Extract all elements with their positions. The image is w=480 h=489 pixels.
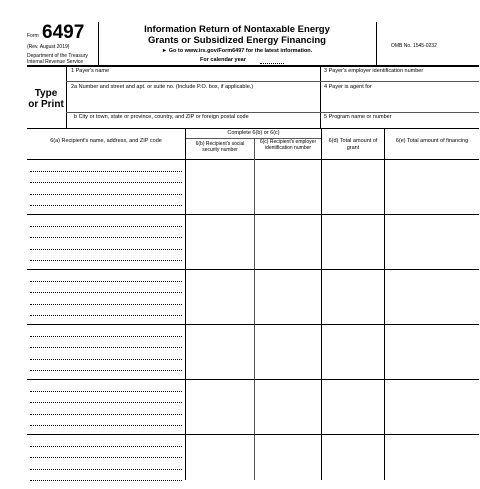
col-c-header: 6(c) Recipient's employer identification number	[259, 139, 317, 151]
payer-address-label: 2a Number and street and apt. or suite no. (Include P.O. box, if applicable.)	[71, 84, 254, 90]
table-row[interactable]	[27, 159, 479, 214]
payer-ein-label: 3 Payer's employer identification number	[324, 68, 424, 74]
payer-agent-label: 4 Payer is agent for	[324, 84, 372, 90]
goto-instructions: ► Go to www.irs.gov/Form6497 for the latest information.	[161, 48, 313, 54]
col-d-header: 6(d) Total amount of grant	[328, 138, 378, 151]
form-title-line1: Information Return of Nontaxable Energy	[144, 24, 330, 35]
irs-label: Internal Revenue Service	[27, 59, 84, 65]
payer-city-label: b City or town, state or province, country, and ZIP or foreign postal code	[74, 114, 249, 120]
col-a-header: 6(a) Recipient's name, address, and ZIP code	[50, 138, 162, 144]
payer-agent-field[interactable]	[324, 84, 479, 111]
table-row[interactable]	[27, 379, 479, 434]
revision-date: (Rev. August 2019)	[27, 44, 70, 50]
payer-name-label: 1 Payer's name	[71, 68, 110, 74]
payer-ein-field[interactable]	[324, 68, 479, 81]
omb-number: OMB No. 1545-0232	[391, 43, 437, 49]
or-print-label: or Print	[28, 99, 64, 110]
program-name-label: 5 Program name or number	[324, 114, 392, 120]
form-title-line2: Grants or Subsidized Energy Financing	[148, 35, 326, 46]
complete-instruction: Complete 6(b) or 6(c)	[227, 130, 280, 136]
form-word: Form	[27, 33, 39, 39]
table-row[interactable]	[27, 214, 479, 269]
table-row[interactable]	[27, 434, 479, 489]
col-e-header: 6(e) Total amount of financing	[395, 138, 469, 144]
payer-name-field[interactable]	[71, 68, 316, 81]
payer-address-field[interactable]	[71, 84, 316, 111]
table-row[interactable]	[27, 269, 479, 324]
table-row[interactable]	[27, 324, 479, 379]
type-label: Type	[34, 88, 58, 99]
payer-city-field[interactable]	[74, 114, 316, 127]
department-label: Department of the Treasury	[27, 53, 88, 59]
form-number: 6497	[42, 22, 85, 43]
col-b-header: 6(b) Recipient's social security number	[195, 141, 245, 153]
calendar-year-label: For calendar year	[200, 57, 246, 63]
program-name-field[interactable]	[324, 114, 479, 127]
calendar-year-field[interactable]	[260, 63, 284, 64]
